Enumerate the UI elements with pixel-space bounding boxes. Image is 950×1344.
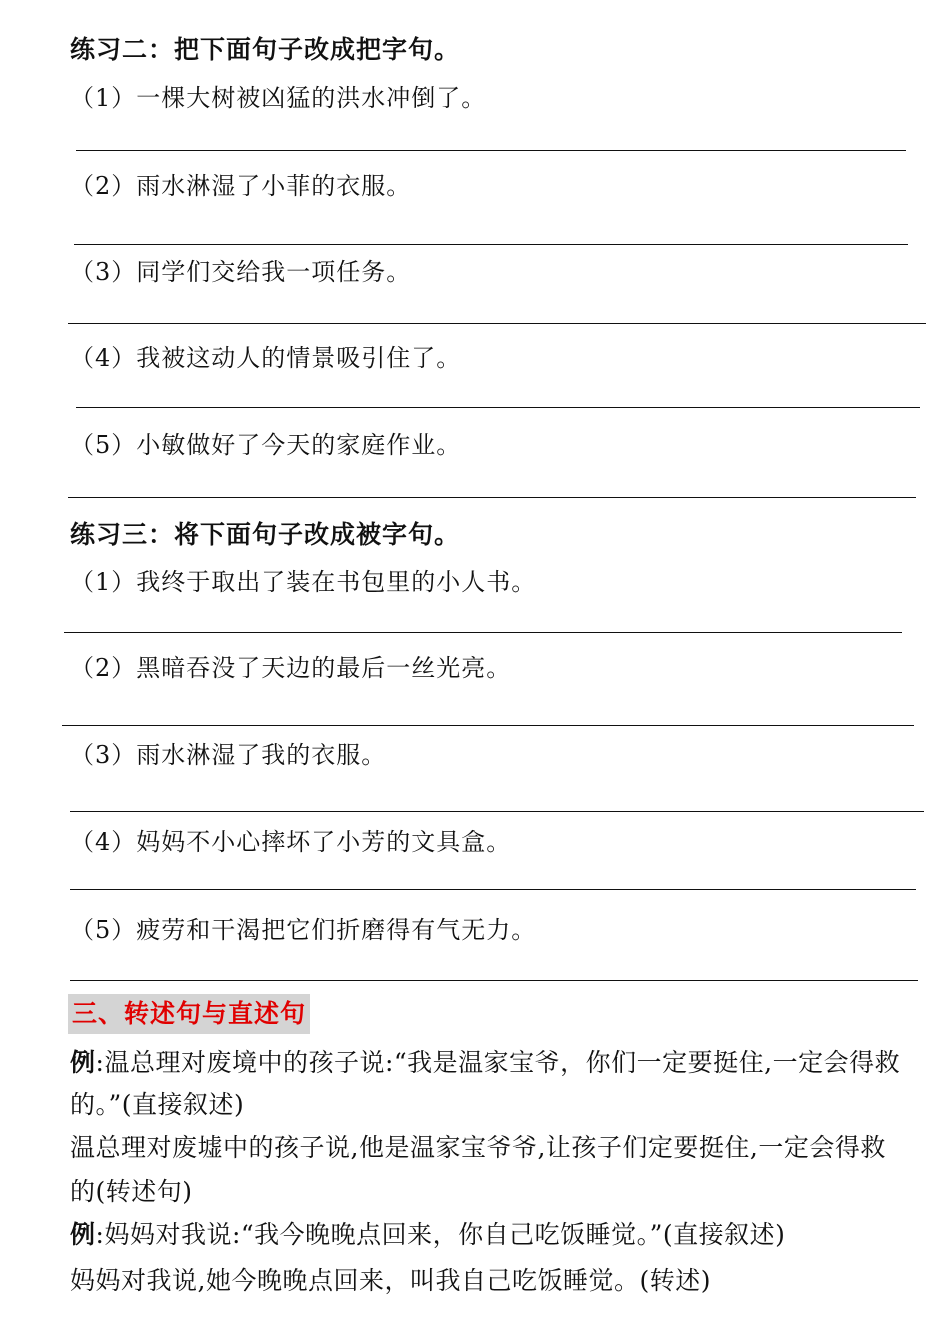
exercise-3-item-2: （2）黑暗吞没了天边的最后一丝光亮。: [70, 654, 512, 682]
exercise-3-item-5: （5）疲劳和干渴把它们折磨得有气无力。: [70, 916, 537, 944]
section-3-title: 三、转述句与直述句: [68, 994, 310, 1034]
answer-line[interactable]: [68, 323, 926, 324]
example-label: 例: [70, 1048, 96, 1077]
example-1-direct-text: :温总理对废境中的孩子说:“我是温家宝爷，你们一定要挺住,一定会得救: [95, 1048, 901, 1077]
example-1-converted-line-1: 温总理对废墟中的孩子说,他是温家宝爷爷,让孩子们定要挺住,一定会得救: [70, 1133, 886, 1162]
example-1-converted-line-2: 的(转述句): [70, 1177, 193, 1206]
exercise-2-item-3: （3）同学们交给我一项任务。: [70, 258, 412, 286]
exercise-2-item-1: （1）一棵大树被凶猛的洪水冲倒了。: [70, 84, 487, 112]
example-1-direct-line-2: 的。”(直接叙述): [70, 1090, 245, 1119]
exercise-3-item-3: （3）雨水淋湿了我的衣服。: [70, 741, 387, 769]
answer-line[interactable]: [70, 889, 916, 890]
example-2-direct-text: :妈妈对我说:“我今晚晚点回来，你自己吃饭睡觉。”(直接叙述): [95, 1220, 786, 1249]
answer-line[interactable]: [76, 407, 920, 408]
answer-line[interactable]: [74, 244, 908, 245]
exercise-2-item-5: （5）小敏做好了今天的家庭作业。: [70, 431, 462, 459]
answer-line[interactable]: [62, 725, 914, 726]
example-2-converted-line: 妈妈对我说,她今晚晚点回来，叫我自己吃饭睡觉。(转述): [70, 1266, 711, 1295]
answer-line[interactable]: [64, 632, 902, 633]
example-label: 例: [70, 1220, 96, 1249]
answer-line[interactable]: [68, 497, 916, 498]
exercise-2-heading: 练习二：把下面句子改成把字句。: [70, 35, 461, 64]
exercise-3-item-1: （1）我终于取出了装在书包里的小人书。: [70, 568, 537, 596]
exercise-3-heading: 练习三：将下面句子改成被字句。: [70, 520, 461, 549]
example-1-direct-line-1: [70, 1043, 900, 1079]
answer-line[interactable]: [76, 150, 906, 151]
example-2-direct-line: [70, 1215, 785, 1251]
exercise-2-item-4: （4）我被这动人的情景吸引住了。: [70, 344, 462, 372]
answer-line[interactable]: [70, 811, 924, 812]
answer-line[interactable]: [70, 980, 918, 981]
exercise-3-item-4: （4）妈妈不小心摔坏了小芳的文具盒。: [70, 828, 512, 856]
exercise-2-item-2: （2）雨水淋湿了小菲的衣服。: [70, 172, 412, 200]
